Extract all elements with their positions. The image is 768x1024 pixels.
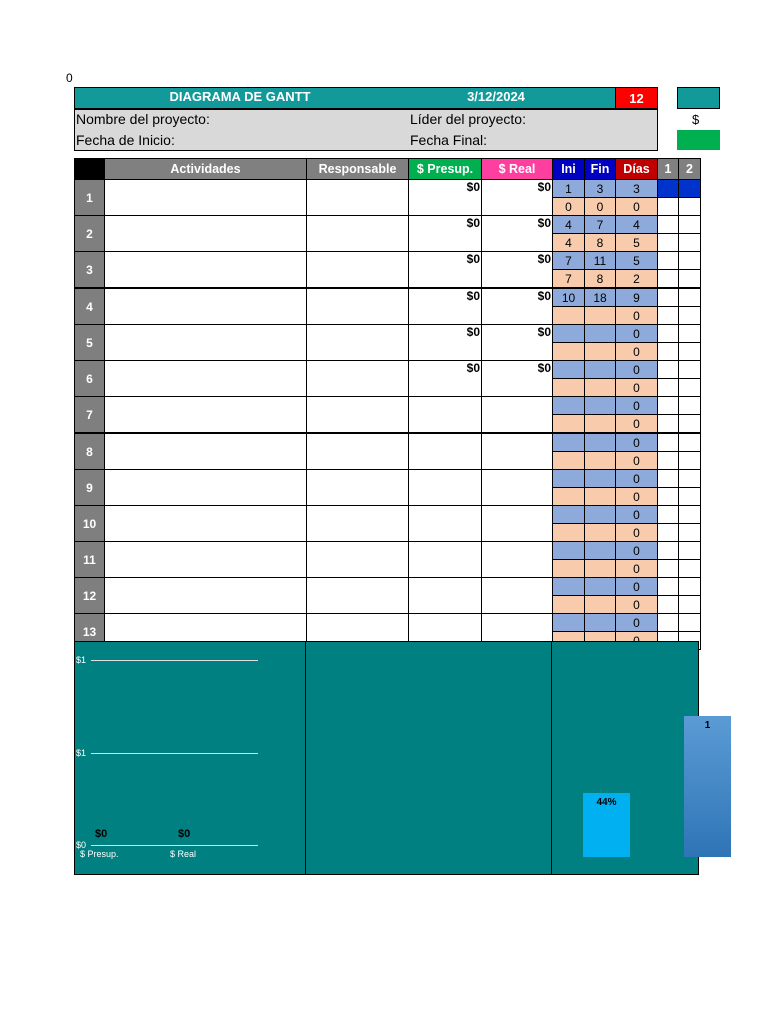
fin-cell[interactable]: 18 bbox=[585, 288, 616, 307]
budget-cell[interactable]: $0 bbox=[409, 216, 482, 252]
week1-cell[interactable] bbox=[658, 198, 679, 216]
row-number: 10 bbox=[75, 506, 105, 542]
budget-cell[interactable] bbox=[409, 506, 482, 542]
week2-cell[interactable] bbox=[679, 560, 701, 578]
table-row bbox=[75, 542, 701, 560]
fin-cell[interactable] bbox=[585, 397, 616, 415]
row-number: 7 bbox=[75, 397, 105, 434]
row-number: 1 bbox=[75, 180, 105, 216]
days-cell[interactable]: 0 bbox=[616, 307, 658, 325]
fin-cell[interactable] bbox=[585, 542, 616, 560]
side-teal-cell[interactable] bbox=[677, 87, 720, 109]
fin-cell[interactable] bbox=[585, 560, 616, 578]
real-cell[interactable]: $0 bbox=[482, 325, 553, 361]
week1-cell[interactable] bbox=[658, 288, 679, 307]
ini-cell[interactable]: 7 bbox=[553, 270, 585, 289]
days-cell[interactable]: 0 bbox=[616, 488, 658, 506]
ini-cell[interactable] bbox=[553, 325, 585, 343]
responsible-cell[interactable] bbox=[307, 180, 409, 216]
table-row bbox=[75, 397, 701, 415]
row-number: 5 bbox=[75, 325, 105, 361]
week1-cell[interactable] bbox=[658, 379, 679, 397]
x-axis-line bbox=[91, 845, 258, 846]
real-cell[interactable]: $0 bbox=[482, 252, 553, 289]
fin-cell[interactable] bbox=[585, 325, 616, 343]
activity-cell[interactable] bbox=[105, 361, 307, 397]
y-tick-label: $1 bbox=[76, 748, 87, 758]
days-cell[interactable]: 0 bbox=[616, 524, 658, 542]
col-number-header bbox=[75, 159, 105, 180]
week2-cell[interactable] bbox=[679, 216, 701, 234]
ini-cell[interactable] bbox=[553, 307, 585, 325]
leader-label: Líder del proyecto: bbox=[410, 111, 526, 127]
responsible-cell[interactable] bbox=[307, 542, 409, 578]
days-cell[interactable]: 0 bbox=[616, 433, 658, 452]
ini-cell[interactable] bbox=[553, 433, 585, 452]
responsible-cell[interactable] bbox=[307, 216, 409, 252]
start-date-label: Fecha de Inicio: bbox=[76, 132, 175, 148]
fin-cell[interactable] bbox=[585, 307, 616, 325]
week2-cell[interactable] bbox=[679, 578, 701, 596]
week2-cell[interactable] bbox=[679, 524, 701, 542]
budget-cell[interactable] bbox=[409, 397, 482, 434]
week1-cell[interactable] bbox=[658, 397, 679, 415]
side-dollar-cell[interactable]: $ bbox=[692, 112, 700, 127]
table-row bbox=[75, 470, 701, 488]
week2-cell[interactable] bbox=[679, 488, 701, 506]
row-number: 2 bbox=[75, 216, 105, 252]
budget-cell[interactable]: $0 bbox=[409, 361, 482, 397]
week1-cell[interactable] bbox=[658, 361, 679, 379]
real-cell[interactable] bbox=[482, 506, 553, 542]
ini-cell[interactable] bbox=[553, 560, 585, 578]
fin-cell[interactable] bbox=[585, 433, 616, 452]
week1-cell[interactable] bbox=[658, 180, 679, 198]
week2-cell[interactable] bbox=[679, 452, 701, 470]
activity-cell[interactable] bbox=[105, 433, 307, 470]
week2-cell[interactable] bbox=[679, 307, 701, 325]
fin-cell[interactable] bbox=[585, 452, 616, 470]
budget-cell[interactable] bbox=[409, 578, 482, 614]
budget-cell[interactable] bbox=[409, 433, 482, 470]
real-cell[interactable]: $0 bbox=[482, 361, 553, 397]
responsible-cell[interactable] bbox=[307, 397, 409, 434]
week1-cell[interactable] bbox=[658, 596, 679, 614]
days-cell[interactable]: 0 bbox=[616, 379, 658, 397]
week2-cell[interactable] bbox=[679, 397, 701, 415]
week1-cell[interactable] bbox=[658, 270, 679, 289]
row-number: 11 bbox=[75, 542, 105, 578]
week2-cell[interactable] bbox=[679, 470, 701, 488]
week2-cell[interactable] bbox=[679, 180, 701, 198]
days-cell[interactable]: 0 bbox=[616, 578, 658, 596]
table-row bbox=[75, 506, 701, 524]
col-week2-header: 2 bbox=[679, 159, 701, 180]
ini-cell[interactable] bbox=[553, 361, 585, 379]
days-cell[interactable]: 5 bbox=[616, 252, 658, 270]
row-number: 9 bbox=[75, 470, 105, 506]
table-row bbox=[75, 216, 701, 234]
ini-cell[interactable] bbox=[553, 343, 585, 361]
activity-cell[interactable] bbox=[105, 180, 307, 216]
corner-value: 0 bbox=[66, 71, 73, 85]
ini-cell[interactable] bbox=[553, 524, 585, 542]
real-cell[interactable]: $0 bbox=[482, 180, 553, 216]
budget-cell[interactable]: $0 bbox=[409, 252, 482, 289]
col-budget-header: $ Presup. bbox=[409, 159, 482, 180]
week1-cell[interactable] bbox=[658, 252, 679, 270]
fin-cell[interactable] bbox=[585, 361, 616, 379]
activity-cell[interactable] bbox=[105, 288, 307, 325]
days-cell[interactable]: 0 bbox=[616, 470, 658, 488]
responsible-cell[interactable] bbox=[307, 361, 409, 397]
week2-cell[interactable] bbox=[679, 252, 701, 270]
fin-cell[interactable] bbox=[585, 415, 616, 434]
header-number-badge[interactable]: 12 bbox=[615, 87, 658, 109]
ini-cell[interactable]: 7 bbox=[553, 252, 585, 270]
week2-cell[interactable] bbox=[679, 361, 701, 379]
row-number: 3 bbox=[75, 252, 105, 289]
table-row bbox=[75, 325, 701, 343]
week2-cell[interactable] bbox=[679, 343, 701, 361]
data-label-budget: $0 bbox=[95, 828, 108, 840]
fin-cell[interactable] bbox=[585, 524, 616, 542]
week2-cell[interactable] bbox=[679, 325, 701, 343]
ini-cell[interactable] bbox=[553, 488, 585, 506]
week1-cell[interactable] bbox=[658, 524, 679, 542]
ini-cell[interactable]: 10 bbox=[553, 288, 585, 307]
days-cell[interactable]: 0 bbox=[616, 596, 658, 614]
col-week1-header: 1 bbox=[658, 159, 679, 180]
col-ini-header: Ini bbox=[553, 159, 585, 180]
ini-cell[interactable] bbox=[553, 596, 585, 614]
responsible-cell[interactable] bbox=[307, 325, 409, 361]
row-number: 12 bbox=[75, 578, 105, 614]
row-number: 4 bbox=[75, 288, 105, 325]
responsible-cell[interactable] bbox=[307, 252, 409, 289]
ini-cell[interactable]: 0 bbox=[553, 198, 585, 216]
week1-cell[interactable] bbox=[658, 470, 679, 488]
week1-cell[interactable] bbox=[658, 433, 679, 452]
days-cell[interactable]: 0 bbox=[616, 452, 658, 470]
table-header-row bbox=[75, 159, 701, 180]
week2-cell[interactable] bbox=[679, 542, 701, 560]
week1-cell[interactable] bbox=[658, 542, 679, 560]
days-cell[interactable]: 0 bbox=[616, 542, 658, 560]
week2-cell[interactable] bbox=[679, 270, 701, 289]
ini-cell[interactable]: 4 bbox=[553, 234, 585, 252]
days-cell[interactable]: 2 bbox=[616, 270, 658, 289]
ini-cell[interactable] bbox=[553, 470, 585, 488]
ini-cell[interactable] bbox=[553, 452, 585, 470]
week1-cell[interactable] bbox=[658, 560, 679, 578]
week1-cell[interactable] bbox=[658, 452, 679, 470]
week1-cell[interactable] bbox=[658, 506, 679, 524]
week2-cell[interactable] bbox=[679, 614, 701, 632]
responsible-cell[interactable] bbox=[307, 433, 409, 470]
week1-cell[interactable] bbox=[658, 216, 679, 234]
ini-cell[interactable]: 1 bbox=[553, 180, 585, 198]
ini-cell[interactable] bbox=[553, 614, 585, 632]
responsible-cell[interactable] bbox=[307, 288, 409, 325]
budget-cell[interactable]: $0 bbox=[409, 288, 482, 325]
x-tick-label: $ Real bbox=[170, 849, 197, 859]
week1-cell[interactable] bbox=[658, 578, 679, 596]
col-real-header: $ Real bbox=[482, 159, 553, 180]
days-cell[interactable]: 5 bbox=[616, 234, 658, 252]
fin-cell[interactable]: 8 bbox=[585, 270, 616, 289]
week2-cell[interactable] bbox=[679, 596, 701, 614]
week2-cell[interactable] bbox=[679, 379, 701, 397]
days-cell[interactable]: 0 bbox=[616, 361, 658, 379]
days-cell[interactable]: 0 bbox=[616, 325, 658, 343]
row-number: 8 bbox=[75, 433, 105, 470]
days-cell[interactable]: 0 bbox=[616, 506, 658, 524]
week2-cell[interactable] bbox=[679, 198, 701, 216]
col-responsible-header: Responsable bbox=[307, 159, 409, 180]
fin-cell[interactable] bbox=[585, 488, 616, 506]
activity-cell[interactable] bbox=[105, 578, 307, 614]
y-tick-label: $0 bbox=[76, 840, 87, 850]
data-label-real: $0 bbox=[178, 828, 191, 840]
days-cell[interactable]: 0 bbox=[616, 614, 658, 632]
ini-cell[interactable] bbox=[553, 397, 585, 415]
fin-cell[interactable] bbox=[585, 343, 616, 361]
project-name-label: Nombre del proyecto: bbox=[76, 111, 210, 127]
x-tick-label: $ Presup. bbox=[80, 849, 119, 859]
week1-cell[interactable] bbox=[658, 343, 679, 361]
activity-cell[interactable] bbox=[105, 470, 307, 506]
days-cell[interactable]: 0 bbox=[616, 415, 658, 434]
table-row bbox=[75, 180, 701, 198]
budget-cell[interactable] bbox=[409, 542, 482, 578]
week2-cell[interactable] bbox=[679, 415, 701, 434]
y-tick-label: $1 bbox=[76, 655, 87, 665]
table-row bbox=[75, 361, 701, 379]
fin-cell[interactable] bbox=[585, 379, 616, 397]
fin-cell[interactable]: 7 bbox=[585, 216, 616, 234]
week1-cell[interactable] bbox=[658, 614, 679, 632]
activity-cell[interactable] bbox=[105, 506, 307, 542]
real-cell[interactable] bbox=[482, 433, 553, 470]
summary-divider bbox=[305, 641, 306, 875]
week1-cell[interactable] bbox=[658, 307, 679, 325]
week1-cell[interactable] bbox=[658, 234, 679, 252]
header-date: 3/12/2024 bbox=[467, 89, 525, 104]
fin-cell[interactable]: 0 bbox=[585, 198, 616, 216]
fin-cell[interactable]: 8 bbox=[585, 234, 616, 252]
days-cell[interactable]: 0 bbox=[616, 198, 658, 216]
fin-cell[interactable] bbox=[585, 578, 616, 596]
fin-cell[interactable] bbox=[585, 506, 616, 524]
days-cell[interactable]: 3 bbox=[616, 180, 658, 198]
table-row bbox=[75, 252, 701, 270]
activity-cell[interactable] bbox=[105, 397, 307, 434]
days-cell[interactable]: 4 bbox=[616, 216, 658, 234]
real-cell[interactable] bbox=[482, 470, 553, 506]
end-date-label: Fecha Final: bbox=[410, 132, 488, 148]
col-fin-header: Fin bbox=[585, 159, 616, 180]
week1-cell[interactable] bbox=[658, 488, 679, 506]
summary-divider bbox=[551, 641, 552, 875]
ini-cell[interactable] bbox=[553, 578, 585, 596]
table-row bbox=[75, 614, 701, 632]
row-number: 13 bbox=[75, 614, 105, 650]
week2-cell[interactable] bbox=[679, 433, 701, 452]
week1-cell[interactable] bbox=[658, 415, 679, 434]
week2-cell[interactable] bbox=[679, 234, 701, 252]
activity-cell[interactable] bbox=[105, 325, 307, 361]
ini-cell[interactable] bbox=[553, 415, 585, 434]
fin-cell[interactable]: 3 bbox=[585, 180, 616, 198]
activity-cell[interactable] bbox=[105, 542, 307, 578]
week2-cell[interactable] bbox=[679, 288, 701, 307]
side-bar-indicator: 1 bbox=[684, 716, 731, 857]
budget-cell[interactable] bbox=[409, 470, 482, 506]
col-activities-header: Actividades bbox=[105, 159, 307, 180]
real-cell[interactable] bbox=[482, 542, 553, 578]
real-cell[interactable] bbox=[482, 397, 553, 434]
days-cell[interactable]: 0 bbox=[616, 397, 658, 415]
activity-cell[interactable] bbox=[105, 216, 307, 252]
days-cell[interactable]: 9 bbox=[616, 288, 658, 307]
days-cell[interactable]: 0 bbox=[616, 560, 658, 578]
real-cell[interactable]: $0 bbox=[482, 288, 553, 325]
table-row bbox=[75, 288, 701, 307]
col-days-header: Días bbox=[616, 159, 658, 180]
fin-cell[interactable] bbox=[585, 614, 616, 632]
activity-cell[interactable] bbox=[105, 252, 307, 289]
ini-cell[interactable] bbox=[553, 506, 585, 524]
ini-cell[interactable] bbox=[553, 542, 585, 560]
budget-cell[interactable]: $0 bbox=[409, 325, 482, 361]
responsible-cell[interactable] bbox=[307, 578, 409, 614]
side-green-cell[interactable] bbox=[677, 130, 720, 150]
budget-cell[interactable]: $0 bbox=[409, 180, 482, 216]
responsible-cell[interactable] bbox=[307, 470, 409, 506]
fin-cell[interactable] bbox=[585, 470, 616, 488]
table-row bbox=[75, 578, 701, 596]
gridline bbox=[91, 660, 258, 661]
fin-cell[interactable]: 11 bbox=[585, 252, 616, 270]
responsible-cell[interactable] bbox=[307, 506, 409, 542]
days-cell[interactable]: 0 bbox=[616, 343, 658, 361]
week2-cell[interactable] bbox=[679, 506, 701, 524]
ini-cell[interactable] bbox=[553, 379, 585, 397]
real-cell[interactable] bbox=[482, 578, 553, 614]
row-number: 6 bbox=[75, 361, 105, 397]
gridline bbox=[91, 753, 258, 754]
ini-cell[interactable]: 4 bbox=[553, 216, 585, 234]
real-cell[interactable]: $0 bbox=[482, 216, 553, 252]
gantt-table bbox=[74, 158, 701, 650]
progress-percent-box: 44% bbox=[583, 793, 630, 857]
week1-cell[interactable] bbox=[658, 325, 679, 343]
table-row bbox=[75, 433, 701, 452]
page-title: DIAGRAMA DE GANTT bbox=[169, 89, 311, 104]
fin-cell[interactable] bbox=[585, 596, 616, 614]
